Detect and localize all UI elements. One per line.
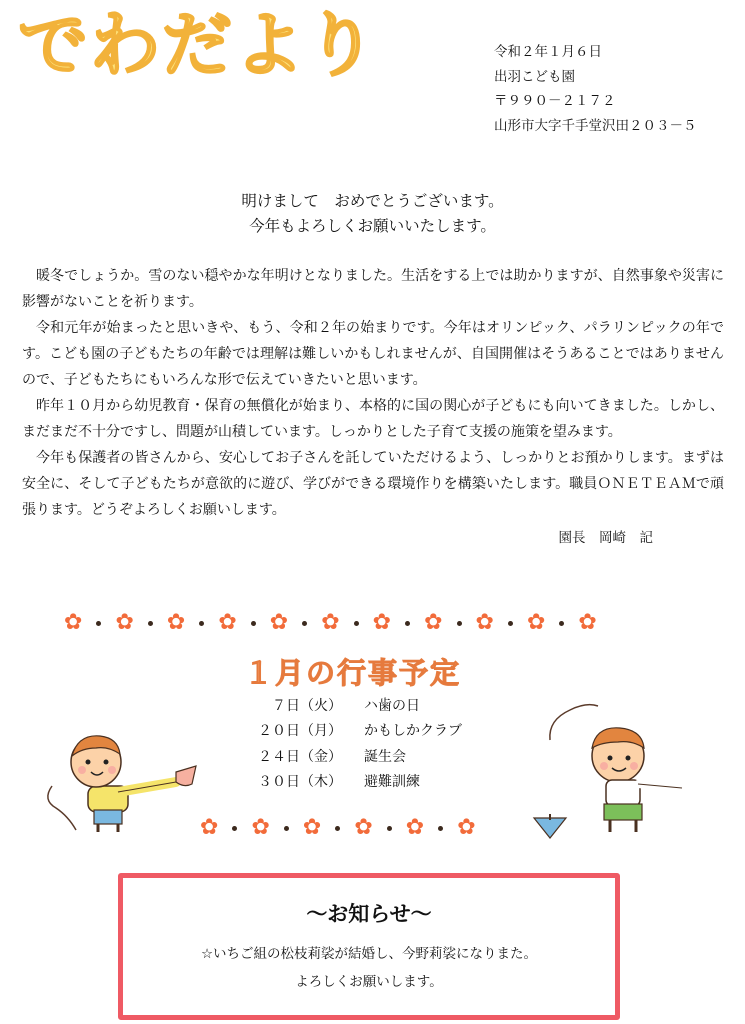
event-row xyxy=(246,718,462,744)
flower-icon: ✿ xyxy=(251,815,270,840)
dot-icon xyxy=(335,826,340,831)
flower-border-bottom xyxy=(200,817,476,839)
notice-line-2: よろしくお願いします。 xyxy=(295,974,443,990)
flower-icon: ✿ xyxy=(372,610,392,635)
postal-code: 〒９９０－２１７２ xyxy=(494,93,616,109)
paragraph: 昨年１０月から幼児教育・保育の無償化が始まり、本格的に国の関心が子どもにも向いてきました。しかし、まだまだ不十分ですし、問題が山積しています。しっかりとした子育て支援の施策を望みます。 xyxy=(22,398,724,440)
child-with-top-illustration xyxy=(48,728,218,838)
events-title: １月の行事予定 xyxy=(244,656,462,690)
event-row xyxy=(246,769,462,795)
dot-icon xyxy=(387,826,392,831)
dot-icon xyxy=(96,621,101,626)
dot-icon xyxy=(284,826,289,831)
flower-icon: ✿ xyxy=(115,610,134,635)
newsletter-title: でわだより xyxy=(18,4,378,86)
principal-signature: 園長 岡崎 記 xyxy=(558,530,653,546)
flower-icon: ✿ xyxy=(166,610,186,635)
notice-title: ～お知らせ～ xyxy=(306,902,432,926)
dot-icon xyxy=(438,826,443,831)
flower-icon: ✿ xyxy=(424,610,443,635)
greeting-line-2: 今年もよろしくお願いいたします。 xyxy=(249,217,496,235)
flower-icon: ✿ xyxy=(578,610,597,635)
issue-date: 令和２年１月６日 xyxy=(494,44,602,60)
dot-icon xyxy=(457,621,462,626)
flower-icon: ✿ xyxy=(475,610,494,635)
notice-line-1: ☆いちご組の松枝莉裟が結婚し、今野莉裟になりまた。 xyxy=(200,946,538,962)
paragraph: 令和元年が始まったと思いきや、もう、令和２年の始まりです。今年はオリンピック、パラリンピックの年です。こども園の子どもたちの年齢では理解は難しいかもしれませんが、自国開催はそうあることではありませんので、子どもたちにもいろんな形で伝えていきたいと思います。 xyxy=(22,320,724,388)
dot-icon xyxy=(232,826,237,831)
event-date: ７日（火） xyxy=(272,697,342,714)
greeting-line-1: 明けまして おめでとうございます。 xyxy=(241,192,504,210)
dot-icon xyxy=(148,621,153,626)
dot-icon xyxy=(405,621,410,626)
dot-icon xyxy=(251,621,256,626)
flower-icon: ✿ xyxy=(269,610,289,635)
flower-icon: ✿ xyxy=(64,610,83,635)
paragraph: 暖冬でしょうか。雪のない穏やかな年明けとなりました。生活をする上では助かりますが、自然事象や災害に影響がないことを祈ります。 xyxy=(22,268,724,310)
flower-icon: ✿ xyxy=(200,815,219,840)
event-name: かもしかクラブ xyxy=(364,723,462,740)
school-name: 出羽こども園 xyxy=(494,68,575,85)
paragraph: 今年も保護者の皆さんから、安心してお子さんを託していただけるよう、しっかりとお預かりします。まずは安全に、そして子どもたちが意欲的に遊び、学びができる環境作りを構築いたします。職員ＯＮＥＴＥＡＭで頑張ります。どうぞよろしくお願いします。 xyxy=(22,450,724,518)
dot-icon xyxy=(508,621,513,626)
new-year-greeting xyxy=(0,189,745,239)
dot-icon xyxy=(354,621,359,626)
event-name: 避難訓練 xyxy=(364,774,420,791)
spinning-top-icon xyxy=(530,812,570,842)
event-row xyxy=(246,692,462,718)
event-name: ハ歯の日 xyxy=(364,697,420,714)
flower-icon: ✿ xyxy=(321,610,340,635)
flower-icon: ✿ xyxy=(526,610,546,635)
school-address: 山形市大字千手堂沢田２０３－５ xyxy=(494,117,697,134)
flower-icon: ✿ xyxy=(457,815,476,840)
event-date: ２４日（金） xyxy=(258,748,342,765)
dot-icon xyxy=(302,621,307,626)
event-row xyxy=(246,743,462,769)
flower-border-top xyxy=(64,612,597,634)
event-name: 誕生会 xyxy=(364,748,406,765)
principal-message xyxy=(22,263,724,523)
flower-icon: ✿ xyxy=(218,610,237,635)
event-date: ２０日（月） xyxy=(258,723,342,740)
flower-icon: ✿ xyxy=(405,815,425,840)
dot-icon xyxy=(199,621,204,626)
school-info xyxy=(494,40,697,138)
notice-box xyxy=(118,873,620,1020)
dot-icon xyxy=(559,621,564,626)
event-date: ３０日（木） xyxy=(258,774,342,791)
events-list xyxy=(246,692,462,794)
flower-icon: ✿ xyxy=(302,815,322,840)
flower-icon: ✿ xyxy=(354,815,373,840)
